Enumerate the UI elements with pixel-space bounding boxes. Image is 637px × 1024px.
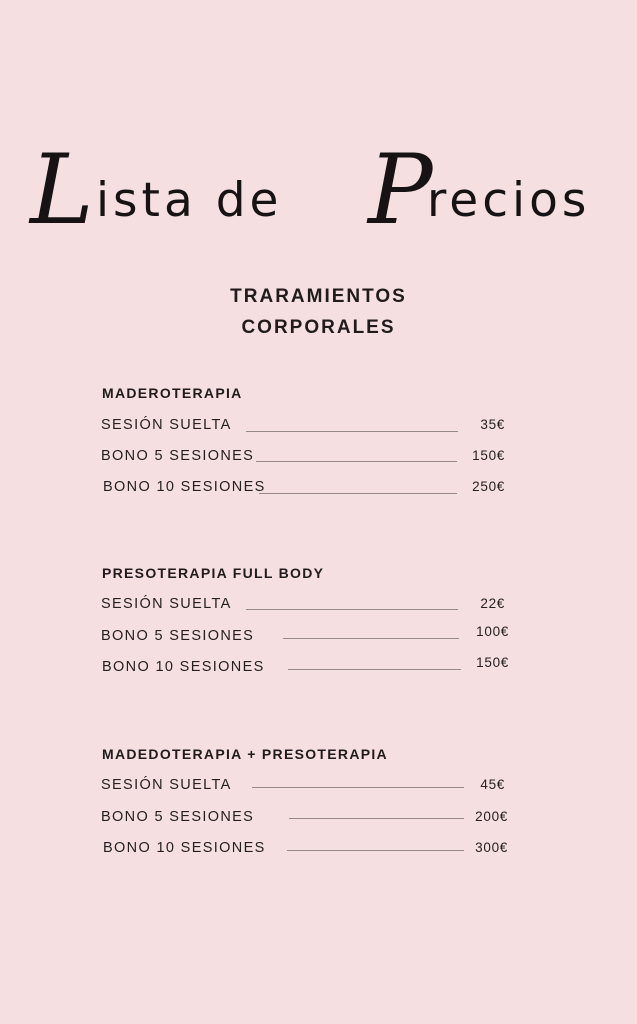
service-price: 250€ bbox=[472, 479, 505, 494]
service-name: BONO 10 SESIONES bbox=[102, 659, 265, 675]
service-price: 150€ bbox=[472, 448, 505, 463]
dotted-leader-line bbox=[252, 787, 464, 788]
service-price: 300€ bbox=[475, 840, 508, 855]
title-script-letter-p: P bbox=[368, 134, 433, 246]
service-price: 35€ bbox=[480, 417, 505, 432]
service-price: 150€ bbox=[476, 655, 509, 670]
title-word-ista-de: ista de bbox=[96, 173, 283, 228]
title-lettering bbox=[0, 128, 637, 248]
dotted-leader-line bbox=[289, 818, 464, 819]
dotted-leader-line bbox=[246, 609, 458, 610]
price-row bbox=[101, 449, 511, 471]
price-row bbox=[101, 597, 511, 619]
service-name: SESIÓN SUELTA bbox=[101, 596, 232, 612]
service-name: BONO 10 SESIONES bbox=[103, 840, 266, 856]
service-name: BONO 10 SESIONES bbox=[103, 479, 266, 495]
category-title-line-1: TRARAMIENTOS bbox=[230, 286, 407, 307]
section-title-presoterapia-full-body: PRESOTERAPIA FULL BODY bbox=[102, 565, 325, 581]
dotted-leader-line bbox=[246, 431, 458, 432]
price-row bbox=[101, 624, 511, 651]
price-row bbox=[101, 841, 511, 863]
page-title bbox=[0, 128, 637, 248]
dotted-leader-line bbox=[256, 461, 457, 462]
price-row bbox=[101, 418, 511, 440]
section-title-madedoterapia-presoterapia: MADEDOTERAPIA + PRESOTERAPIA bbox=[102, 746, 388, 762]
service-price: 100€ bbox=[476, 624, 509, 639]
price-row bbox=[101, 655, 511, 682]
dotted-leader-line bbox=[288, 669, 461, 670]
category-title-line-2: CORPORALES bbox=[241, 317, 396, 338]
title-script-letter-l: L bbox=[30, 134, 94, 246]
service-name: SESIÓN SUELTA bbox=[101, 417, 232, 433]
section-title-maderoterapia: MADEROTERAPIA bbox=[102, 385, 243, 401]
dotted-leader-line bbox=[287, 850, 464, 851]
service-price: 45€ bbox=[480, 777, 505, 792]
service-name: BONO 5 SESIONES bbox=[101, 809, 255, 825]
service-price: 200€ bbox=[475, 809, 508, 824]
service-price: 22€ bbox=[480, 596, 505, 611]
dotted-leader-line bbox=[259, 493, 457, 494]
dotted-leader-line bbox=[283, 638, 459, 639]
price-row bbox=[101, 778, 511, 800]
price-row bbox=[101, 810, 511, 832]
price-row bbox=[101, 480, 511, 502]
title-word-recios: recios bbox=[427, 173, 591, 228]
service-name: SESIÓN SUELTA bbox=[101, 777, 232, 793]
service-name: BONO 5 SESIONES bbox=[101, 448, 255, 464]
service-name: BONO 5 SESIONES bbox=[101, 628, 255, 644]
